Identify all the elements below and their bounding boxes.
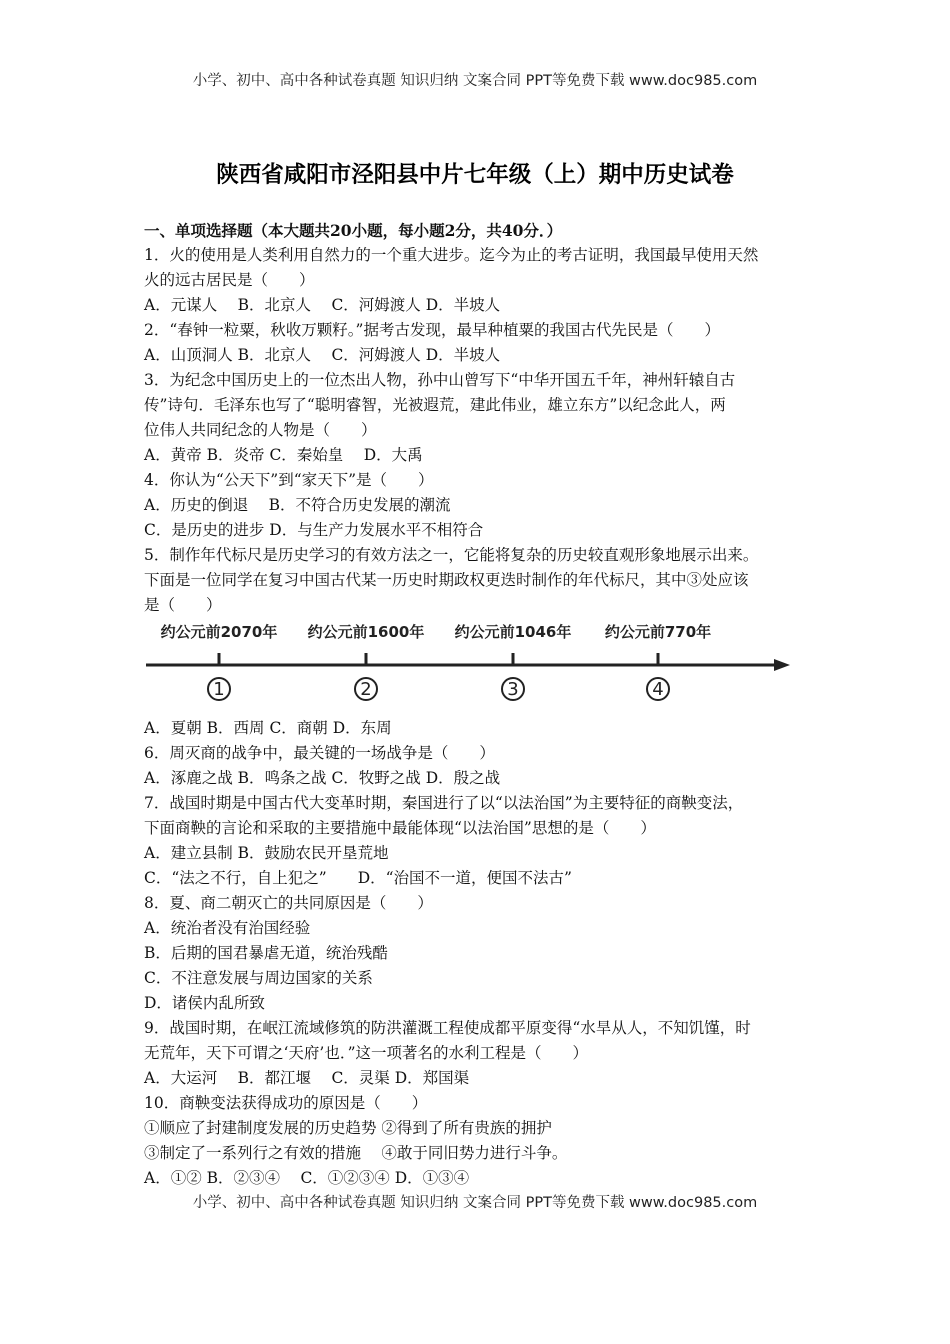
timeline-figure [144, 620, 798, 710]
exam-body [144, 218, 814, 1191]
text-line: A．黄帝 B．炎帝 C．秦始皇 D．大禹 [144, 446, 423, 464]
text-line: A．大运河 B．都江堰 C．灵渠 D．郑国渠 [144, 1069, 470, 1087]
text-line: A．建立县制 B．鼓励农民开垦荒地 [144, 844, 389, 862]
timeline-label: 约公元前1600年 [307, 623, 425, 641]
text-line: A．涿鹿之战 B．鸣条之战 C．牧野之战 D．殷之战 [144, 769, 501, 787]
text-line: ①顺应了封建制度发展的历史趋势 ②得到了所有贵族的拥护 [144, 1119, 552, 1137]
text-line: 9．战国时期，在岷江流域修筑的防洪灌溉工程使成都平原变得“水旱从人，不知饥馑，时 [144, 1019, 751, 1037]
text-line: D．诸侯内乱所致 [144, 994, 265, 1012]
text-line: 2．“春钟一粒粟，秋收万颗籽。”据考古发现，最早种植粟的我国古代先民是（ ） [144, 321, 720, 339]
page-footer: 小学、初中、高中各种试卷真题 知识归纳 文案合同 PPT等免费下载 www.doc985.com [192, 1195, 758, 1211]
timeline-digit: 3 [507, 679, 519, 700]
text-line: 位伟人共同纪念的人物是（ ） [144, 421, 377, 439]
page-header: 小学、初中、高中各种试卷真题 知识归纳 文案合同 PPT等免费下载 www.doc985.com [192, 73, 758, 89]
text-line: 8．夏、商二朝灭亡的共同原因是（ ） [144, 894, 433, 912]
timeline-label: 约公元前2070年 [160, 623, 278, 641]
timeline-label: 约公元前770年 [604, 623, 712, 641]
text-line: 7．战国时期是中国古代大变革时期，秦国进行了以“以法治国”为主要特征的商鞅变法， [144, 794, 744, 812]
text-line: 下面是一位同学在复习中国古代某一历史时期政权更迭时制作的年代标尺，其中③处应该 [144, 571, 749, 589]
text-line: A．①② B．②③④ C．①②③④ D．①③④ [144, 1169, 470, 1187]
text-line: C．“法之不行，自上犯之” D．“治国不一道，便国不法古” [144, 869, 572, 887]
timeline-digit: 2 [360, 679, 372, 700]
timeline-digit: 1 [213, 679, 225, 700]
text-line: A．山顶洞人 B．北京人 C．河姆渡人 D．半坡人 [144, 346, 501, 364]
text-line: ③制定了一系列行之有效的措施 ④敢于同旧势力进行斗争。 [144, 1144, 568, 1162]
text-line: 5．制作年代标尺是历史学习的有效方法之一，它能将复杂的历史较直观形象地展示出来。 [144, 546, 759, 564]
text-line: 下面商鞅的言论和采取的主要措施中最能体现“以法治国”思想的是（ ） [144, 819, 656, 837]
timeline-digit: 4 [652, 679, 664, 700]
text-line: B．后期的国君暴虐无道，统治残酷 [144, 944, 388, 962]
text-line: 传”诗句．毛泽东也写了“聪明睿智，光被遐荒，建此伟业，雄立东方”以纪念此人，两 [144, 396, 726, 414]
text-line: 10．商鞅变法获得成功的原因是（ ） [144, 1094, 428, 1112]
text-line: 无荒年，天下可谓之‘天府’也．”这一项著名的水利工程是（ ） [144, 1044, 589, 1062]
text-line: C．是历史的进步 D．与生产力发展水平不相符合 [144, 521, 484, 539]
text-line: 是（ ） [144, 596, 222, 614]
text-line: 4．你认为“公天下”到“家天下”是（ ） [144, 471, 434, 489]
text-line: 火的远古居民是（ ） [144, 271, 315, 289]
text-line: C．不注意发展与周边国家的关系 [144, 969, 373, 987]
text-line: A．历史的倒退 B．不符合历史发展的潮流 [144, 496, 451, 514]
text-line: A．统治者没有治国经验 [144, 919, 311, 937]
text-line: 1．火的使用是人类利用自然力的一个重大进步。迄今为止的考古证明，我国最早使用天然 [144, 246, 759, 264]
timeline-arrowhead [774, 659, 790, 671]
text-line: A．夏朝 B．西周 C．商朝 D．东周 [144, 719, 392, 737]
text-line: 6．周灭商的战争中，最关键的一场战争是（ ） [144, 744, 495, 762]
text-line: 3．为纪念中国历史上的一位杰出人物，孙中山曾写下“中华开国五千年，神州轩辕自古 [144, 371, 736, 389]
timeline-label: 约公元前1046年 [454, 623, 572, 641]
exam-title: 陕西省咸阳市泾阳县中片七年级（上）期中历史试卷 [216, 162, 734, 188]
text-line: A．元谋人 B．北京人 C．河姆渡人 D．半坡人 [144, 296, 501, 314]
section-heading: 一、单项选择题（本大题共20小题，每小题2分，共40分．） [144, 221, 563, 240]
